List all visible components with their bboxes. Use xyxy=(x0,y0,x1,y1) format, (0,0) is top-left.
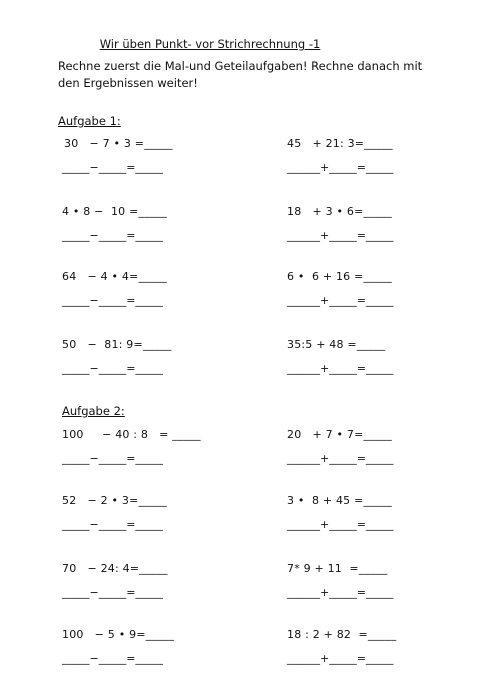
task-1-6: 6 • 6 + 16 =_____ xyxy=(287,270,392,283)
task-1-2: 45 + 21: 3=_____ xyxy=(287,137,393,150)
section-1-label: Aufgabe 1: xyxy=(58,114,121,128)
task-2-2: 20 + 7 • 7=_____ xyxy=(287,428,392,441)
task-1-8: 35:5 + 48 =_____ xyxy=(287,338,386,351)
answer-line-1-4: ______+_____=_____ xyxy=(287,229,394,242)
answer-line-2-6: ______+_____=_____ xyxy=(287,586,394,599)
task-2-1: 100 − 40 : 8 = _____ xyxy=(62,428,201,441)
task-1-5: 64 − 4 • 4=_____ xyxy=(62,270,167,283)
answer-line-2-2: ______+_____=_____ xyxy=(287,452,394,465)
answer-line-1-7: _____−_____=_____ xyxy=(62,362,163,375)
answer-line-2-1: _____−_____=_____ xyxy=(62,452,163,465)
answer-line-1-2: ______+_____=_____ xyxy=(287,161,394,174)
answer-line-1-5: _____−_____=_____ xyxy=(62,294,163,307)
answer-line-1-1: _____−_____=_____ xyxy=(62,161,163,174)
answer-line-2-8: ______+_____=_____ xyxy=(287,652,394,665)
answer-line-1-8: ______+_____=_____ xyxy=(287,362,394,375)
task-2-4: 3 • 8 + 45 =_____ xyxy=(287,494,392,507)
answer-line-2-3: _____−_____=_____ xyxy=(62,518,163,531)
worksheet-title: Wir üben Punkt- vor Strichrechnung -1 xyxy=(99,37,321,51)
section-2-label: Aufgabe 2: xyxy=(62,404,125,418)
task-2-8: 18 : 2 + 82 =_____ xyxy=(287,628,397,641)
task-1-3: 4 • 8 − 10 =_____ xyxy=(62,205,167,218)
answer-line-2-4: ______+_____=_____ xyxy=(287,518,394,531)
task-2-3: 52 − 2 • 3=_____ xyxy=(62,494,167,507)
answer-line-1-3: _____−_____=_____ xyxy=(62,229,163,242)
answer-line-1-6: ______+_____=_____ xyxy=(287,294,394,307)
task-1-7: 50 − 81: 9=_____ xyxy=(62,338,172,351)
task-1-1: 30 − 7 • 3 =_____ xyxy=(64,137,173,150)
task-2-6: 7* 9 + 11 =_____ xyxy=(287,562,388,575)
instructions: Rechne zuerst die Mal-und Geteilaufgaben! Rechne danach mit den Ergebnissen weiter! xyxy=(58,59,423,90)
task-2-7: 100 − 5 • 9=_____ xyxy=(62,628,175,641)
answer-line-2-7: _____−_____=_____ xyxy=(62,652,163,665)
task-2-5: 70 − 24: 4=_____ xyxy=(62,562,168,575)
answer-line-2-5: _____−_____=_____ xyxy=(62,586,163,599)
task-1-4: 18 + 3 • 6=_____ xyxy=(287,205,392,218)
